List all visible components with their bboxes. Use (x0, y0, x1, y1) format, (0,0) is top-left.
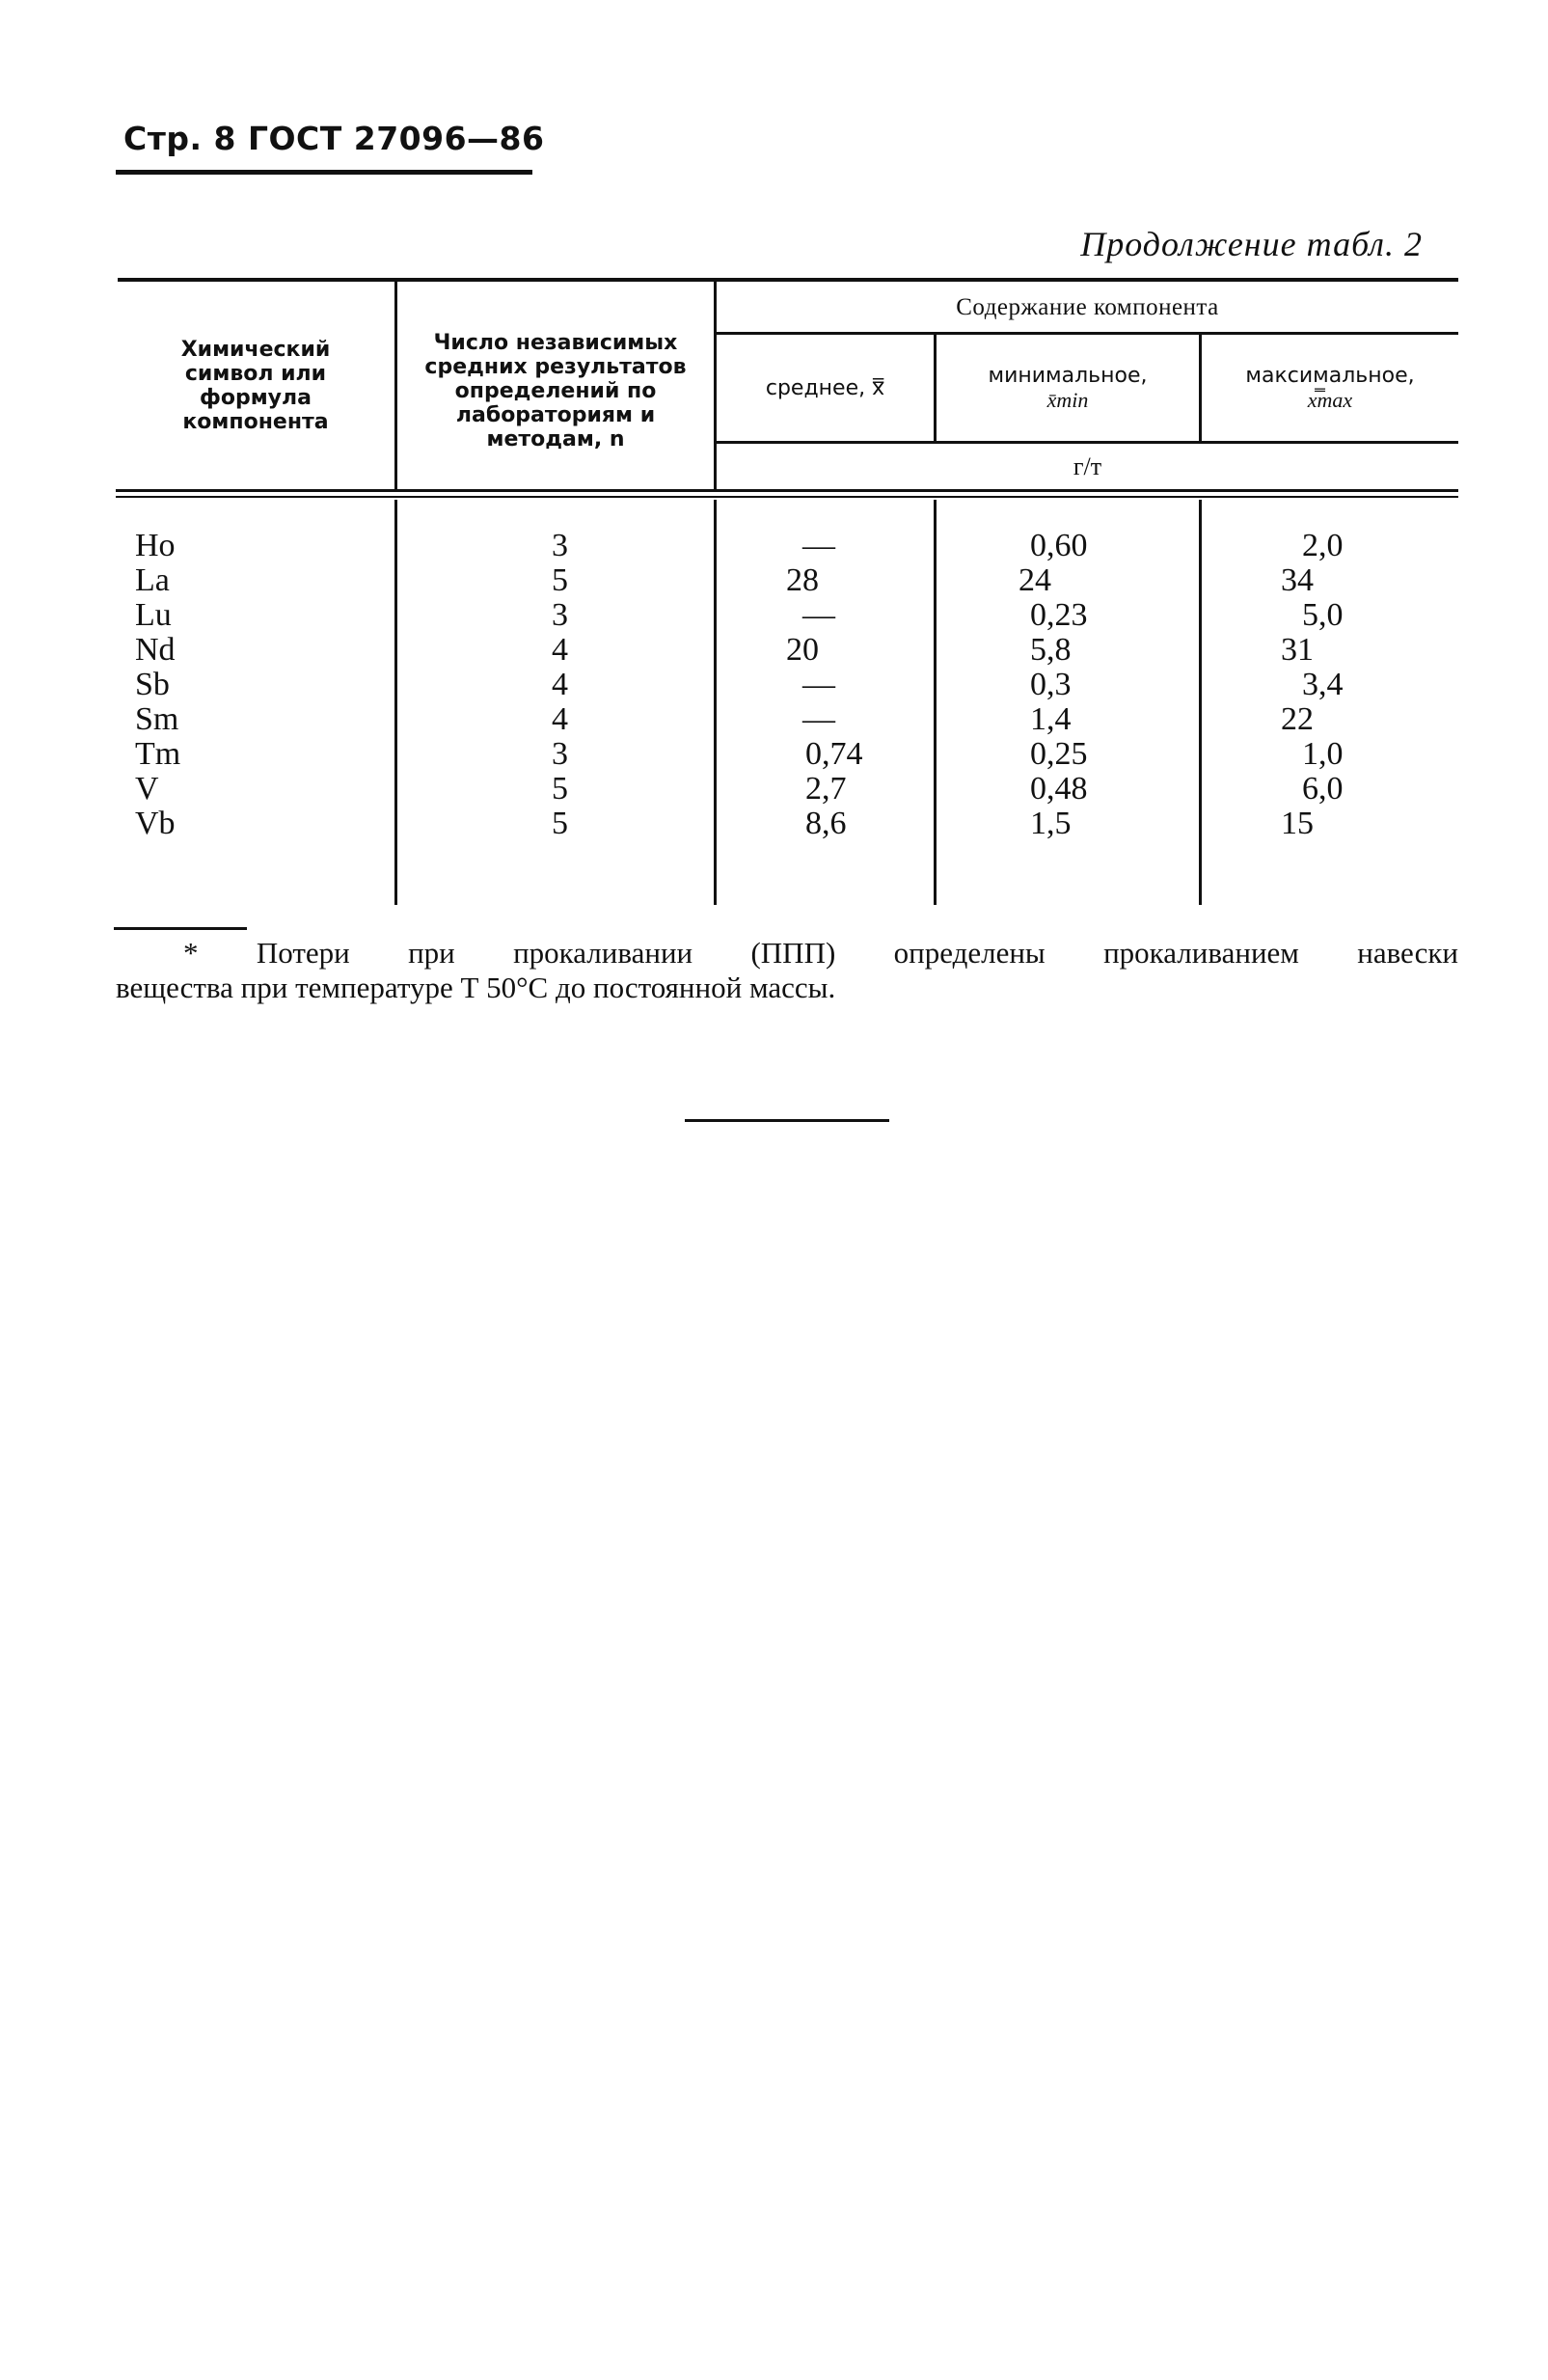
cell-max: 15 (1281, 806, 1314, 841)
footnote (116, 936, 1458, 1005)
cell-min: 1,4 (1030, 701, 1072, 737)
footnote-line-1: * Потери при прокаливании (ППП) определены прокаливанием навески (183, 936, 1458, 970)
cell-min: 0,60 (1030, 528, 1088, 563)
cell-min: 0,48 (1030, 771, 1088, 807)
cell-n: 4 (552, 701, 568, 737)
cell-n: 3 (552, 597, 568, 633)
page-header: Стр. 8 ГОСТ 27096—86 (123, 120, 545, 157)
cell-max: 34 (1281, 562, 1314, 598)
header-min-label: минимальное, (988, 364, 1148, 388)
header-mean: среднее, x̿ (765, 375, 885, 400)
cell-mean: 20 (786, 632, 819, 668)
cell-mean: 8,6 (805, 806, 847, 841)
cell-symbol: Sb (135, 667, 170, 702)
cell-min: 5,8 (1030, 632, 1072, 668)
cell-max: 22 (1281, 701, 1314, 737)
cell-symbol: Ho (135, 528, 176, 563)
cell-n: 5 (552, 806, 568, 841)
header-max-label: максимальное, (1245, 364, 1415, 388)
cell-symbol: Nd (135, 632, 176, 668)
cell-n: 3 (552, 528, 568, 563)
header-min-symbol: x̄min (1046, 388, 1089, 412)
header-content-group: Содержание компонента (956, 293, 1219, 320)
cell-max: 6,0 (1302, 771, 1344, 807)
cell-min: 0,25 (1030, 736, 1088, 772)
cell-n: 4 (552, 632, 568, 668)
cell-min: 1,5 (1030, 806, 1072, 841)
cell-max: 3,4 (1302, 667, 1344, 702)
cell-mean: — (802, 528, 835, 563)
cell-mean: 0,74 (805, 736, 863, 772)
header-max-symbol: x̿max (1307, 388, 1353, 412)
cell-mean: 28 (786, 562, 819, 598)
header-min (937, 335, 1199, 441)
cell-min: 0,3 (1030, 667, 1072, 702)
end-of-text-rule (685, 1119, 889, 1122)
col-divider (934, 500, 937, 905)
header-unit: г/т (1073, 452, 1102, 480)
cell-n: 5 (552, 771, 568, 807)
table-caption: Продолжение табл. 2 (1080, 225, 1423, 263)
header-max (1202, 335, 1458, 441)
cell-min: 0,23 (1030, 597, 1088, 633)
cell-max: 31 (1281, 632, 1314, 668)
page-header-underline (116, 170, 532, 175)
cell-symbol: V (135, 771, 159, 807)
cell-n: 5 (552, 562, 568, 598)
col-divider (714, 500, 717, 905)
cell-max: 5,0 (1302, 597, 1344, 633)
cell-symbol: La (135, 562, 170, 598)
header-component: Химический символ или формула компонента (180, 338, 331, 434)
header-bottom-rule-1 (116, 489, 1458, 492)
col-divider (394, 500, 397, 905)
cell-symbol: Lu (135, 597, 172, 633)
cell-mean: 2,7 (805, 771, 847, 807)
cell-mean: — (802, 597, 835, 633)
header-count: Число независимых средних результатов определений по лабораториям и методам, n (424, 330, 687, 451)
cell-max: 1,0 (1302, 736, 1344, 772)
cell-symbol: Tm (135, 736, 181, 772)
footnote-separator (114, 927, 247, 930)
header-bottom-rule-2 (116, 496, 1458, 498)
cell-symbol: Sm (135, 701, 179, 737)
footnote-line-2: вещества при температуре Т 50°С до постоянной массы. (116, 971, 836, 1004)
cell-n: 3 (552, 736, 568, 772)
cell-n: 4 (552, 667, 568, 702)
cell-mean: — (802, 701, 835, 737)
cell-min: 24 (1018, 562, 1051, 598)
cell-symbol: Vb (135, 806, 176, 841)
cell-mean: — (802, 667, 835, 702)
cell-max: 2,0 (1302, 528, 1344, 563)
col-divider (1199, 500, 1202, 905)
